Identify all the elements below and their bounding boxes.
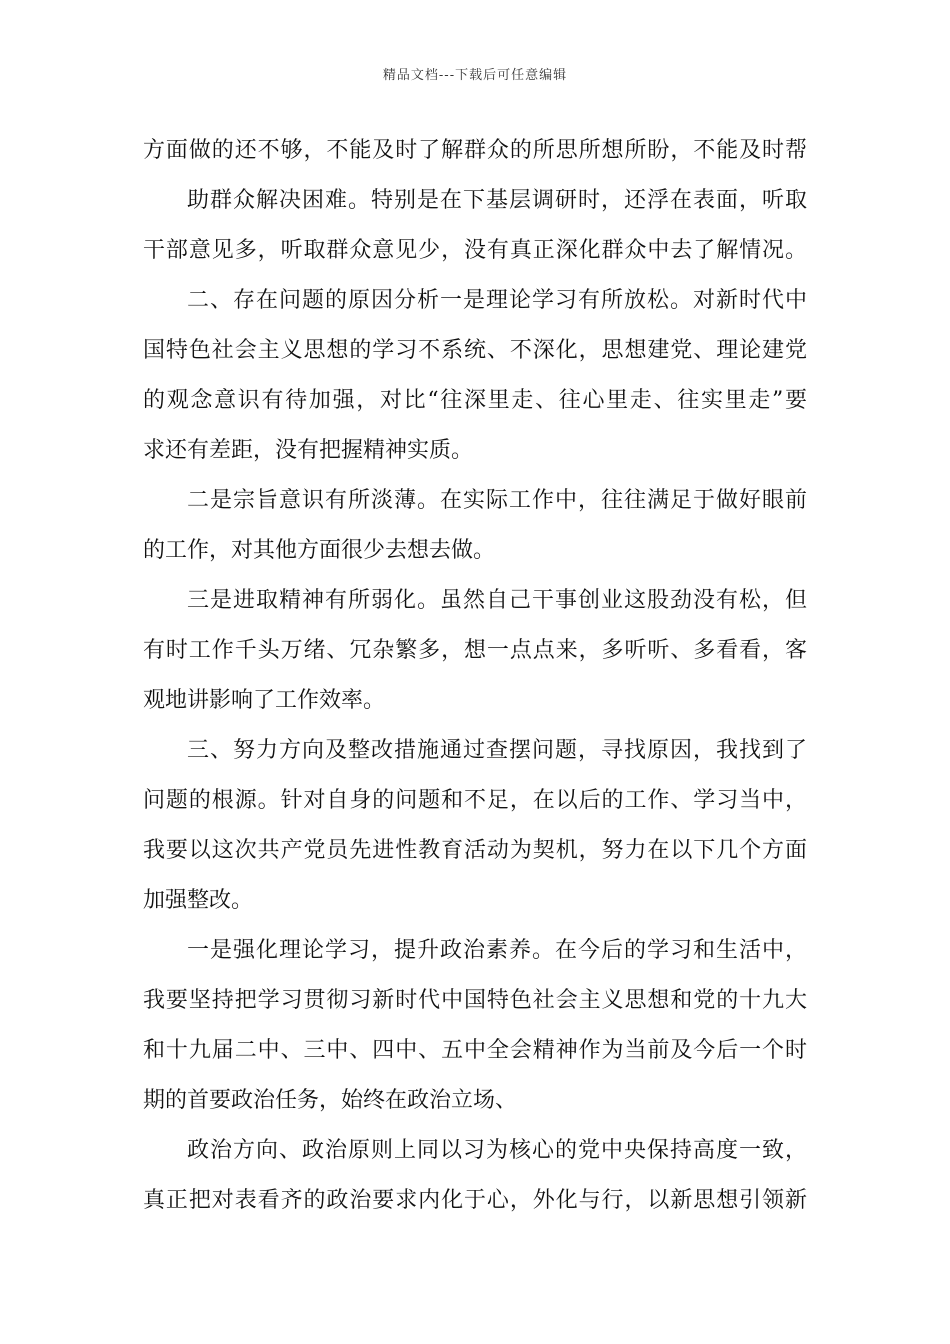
text-line: 真正把对表看齐的政治要求内化于心，外化与行，以新思想引领新 xyxy=(143,1188,807,1213)
text-line: 加强整改。 xyxy=(143,888,254,913)
text-line: 问题的根源。针对自身的问题和不足，在以后的工作、学习当中， xyxy=(143,788,807,813)
text-line: 干部意见多，听取群众意见少，没有真正深化群众中去了解情况。 xyxy=(143,238,807,263)
text-line: 助群众解决困难。特别是在下基层调研时，还浮在表面，听取 xyxy=(187,188,807,213)
text-line: 政治方向、政治原则上同以习为核心的党中央保持高度一致， xyxy=(187,1138,807,1163)
text-line: 一是强化理论学习，提升政治素养。在今后的学习和生活中， xyxy=(187,938,807,963)
text-line: 有时工作千头万绪、冗杂繁多，想一点点来，多听听、多看看，客 xyxy=(143,638,807,663)
text-line: 观地讲影响了工作效率。 xyxy=(143,688,386,713)
text-line: 我要以这次共产党员先进性教育活动为契机，努力在以下几个方面 xyxy=(143,838,807,863)
text-line: 三、努力方向及整改措施通过查摆问题，寻找原因，我找到了 xyxy=(187,738,807,763)
document-body xyxy=(143,126,807,1226)
text-line: 国特色社会主义思想的学习不系统、不深化，思想建党、理论建党 xyxy=(143,338,807,363)
text-line: 我要坚持把学习贯彻习新时代中国特色社会主义思想和党的十九大 xyxy=(143,988,807,1013)
text-line: 二、存在问题的原因分析一是理论学习有所放松。对新时代中 xyxy=(187,288,807,313)
text-line: 方面做的还不够，不能及时了解群众的所思所想所盼，不能及时帮 xyxy=(143,138,807,163)
text-line: 和十九届二中、三中、四中、五中全会精神作为当前及今后一个时 xyxy=(143,1038,807,1063)
text-line: 的工作，对其他方面很少去想去做。 xyxy=(143,538,496,563)
page-header: 精品文档---下载后可任意编辑 xyxy=(382,68,568,83)
text-line: 二是宗旨意识有所淡薄。在实际工作中，往往满足于做好眼前 xyxy=(187,488,807,513)
text-line: 求还有差距，没有把握精神实质。 xyxy=(143,438,474,463)
text-line: 三是进取精神有所弱化。虽然自己干事创业这股劲没有松，但 xyxy=(187,588,807,613)
text-line: 的观念意识有待加强，对比“往深里走、往心里走、往实里走”要 xyxy=(143,388,807,413)
text-line: 期的首要政治任务，始终在政治立场、 xyxy=(143,1088,518,1113)
